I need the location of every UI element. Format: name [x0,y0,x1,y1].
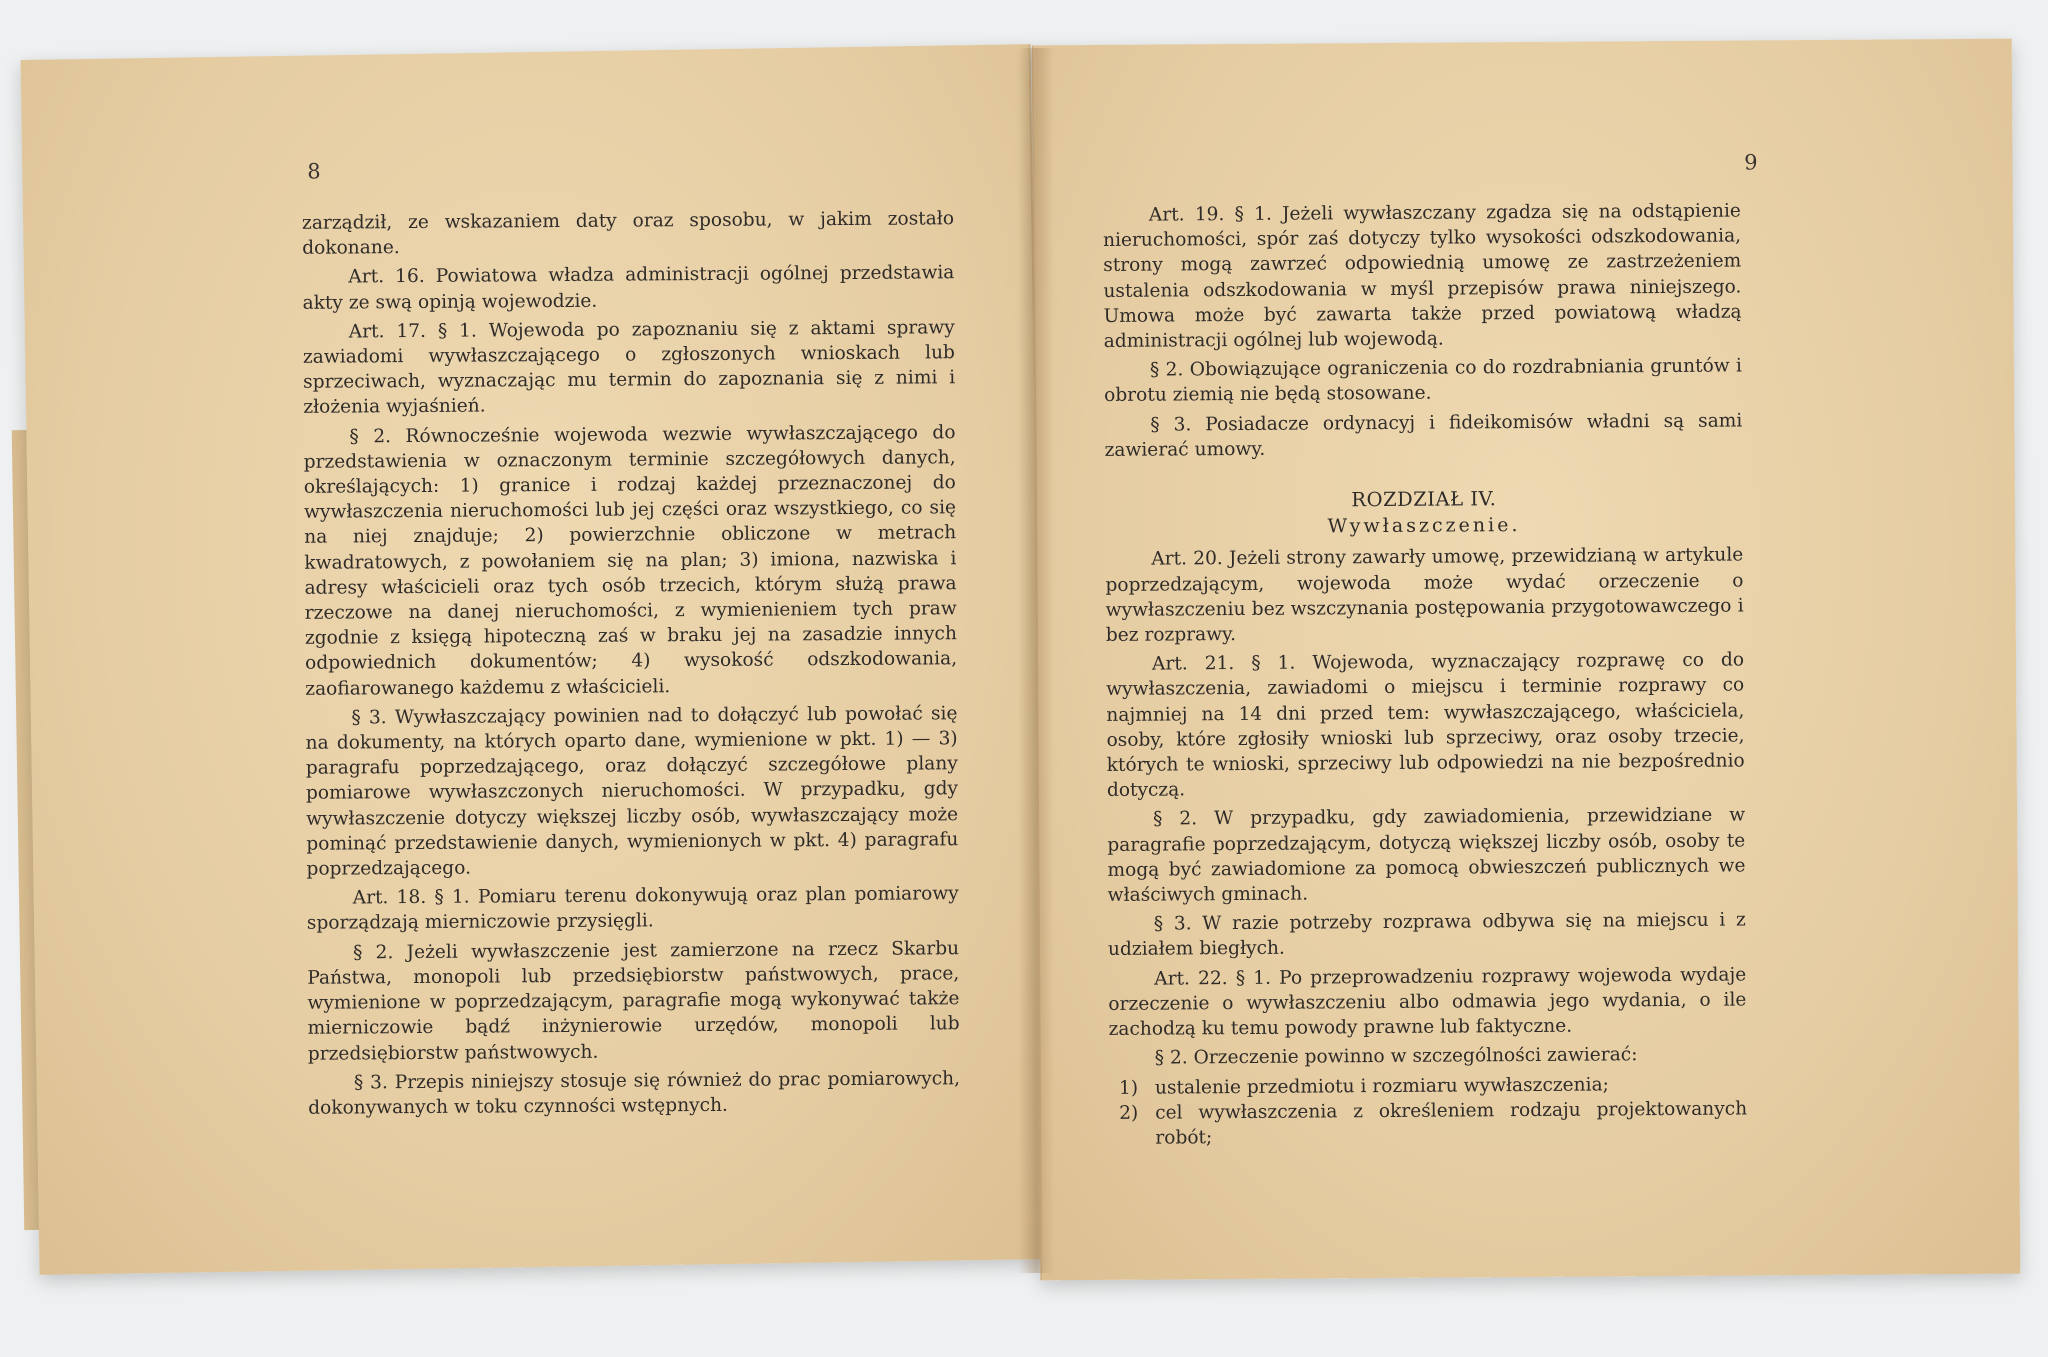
paragraph-art-19: Art. 19. § 1. Jeżeli wywłaszczany zgadza się na odstąpienie nieruchomości, spór zaś dotyczy tylko wysokości odszkodowania, strony mogą zawrzeć odpowiednią umowę ze zastrzeżeniem ustalenia odszkodowania w myśl przepisów prawa niniejszego. Umowa może być zawarta także przed powiatową władzą administracji ogólnej lub wojewodą. [1102,200,1742,352]
list-item-number: 2) [1119,1102,1139,1124]
paragraph-art-16: Art. 16. Powiatowa władza administracji ogólnej przedstawia akty ze swą opinją wojewodzie. [302,262,955,314]
list-item [1109,1096,1747,1151]
list-item-number: 1) [1118,1077,1139,1099]
paragraph: § 3. Posiadacze ordynacyj i fideikomisów władni są sami zawierać umowy. [1104,410,1743,461]
chapter-title: ROZDZIAŁ IV. [1351,487,1497,512]
list-item-text: ustalenie przedmiotu i rozmiaru wywłaszczenia; [1154,1073,1609,1099]
right-page [1032,39,2021,1281]
paragraph-art-22: Art. 22. § 1. Po przeprowadzeniu rozprawy wojewoda wydaje orzeczenie o wywłaszczeniu albo odmawia jego wydania, o ile zachodzą ku temu powody prawne lub faktyczne. [1108,964,1747,1041]
paragraph: § 3. Przepis niniejszy stosuje się również do prac pomiarowych, dokonywanych w toku czynności wstępnych. [308,1067,961,1119]
paragraph: § 2. Równocześnie wojewoda wezwie wywłaszczającego do przedstawienia w oznaczonym terminie szczegółowych danych, określających: 1) granice i rodzaj każdej przeznaczonej do wywłaszczenia nieruchomości lub jej części oraz wszystkiego, co się na niej znajduje; 2) powierzchnie obliczone w metrach kwadratowych, z powołaniem się na plan; 3) imiona, nazwiska i adresy właścicieli oraz tych osób trzecich, którym służą prawa rzeczowe na danej nieruchomości, z wymienieniem tych praw zgodnie z księgą hipoteczną zaś w braku jej na zasadzie innych odpowiednich dokumentów; 4) wysokość odszkodowania, zaofiarowanego każdemu z właścicieli. [303,421,958,700]
paragraph-art-21: Art. 21. § 1. Wojewoda, wyznaczający rozprawę co do wywłaszczenia, zawiadomi o miejscu i terminie rozprawy co najmniej na 14 dni przed tem: wywłaszczającego, właściciela, osoby, które zgłosiły wnioski lub sprzeciwy, oraz osoby trzecie, których te wnioski, sprzeciwy lub odpowiedzi na nie bezpośrednio dotyczą. [1106,649,1745,802]
paragraph: § 2. W przypadku, gdy zawiadomienia, przewidziane w paragrafie poprzedzającym, dotyczą większej liczby osób, osoby te mogą być zawiadomione za pomocą obwieszczeń publicznych we właściwych gminach. [1107,804,1746,907]
chapter-subtitle: Wywłaszczenie. [1327,514,1521,538]
paragraph: § 3. W razie potrzeby rozprawa odbywa się na miejscu i z udziałem biegłych. [1107,909,1746,961]
paragraph: § 3. Wywłaszczający powinien nad to dołączyć lub powołać się na dokumenty, na których oparto dane, wymienione w pkt. 1) — 3) paragrafu poprzedzającego, oraz dołączyć szczegółowe plany pomiarowe wywłaszczonych nieruchomości. W przypadku, gdy wywłaszczenie dotyczy większej liczby osób, wywłaszczający może pominąć przedstawienie danych, wymienionych w pkt. 4) paragrafu poprzedzającego. [305,703,959,880]
paragraph-art-20: Art. 20. Jeżeli strony zawarły umowę, przewidzianą w artykule poprzedzającym, wojewoda może wydać orzeczenie o wywłaszczeniu bez wszczynania postępowania przygotowawczego i bez rozprawy. [1105,544,1744,646]
enumerated-list [1109,1071,1748,1151]
left-page [21,44,1050,1275]
paragraph: § 2. Orzeczenie powinno w szczególności zawierać: [1154,1044,1638,1069]
paragraph-art-18: Art. 18. § 1. Pomiaru terenu dokonywują oraz plan pomiarowy sporządzają mierniczowie przysięgli. [306,883,959,935]
paragraph: § 2. Jeżeli wywłaszczenie jest zamierzone na rzecz Skarbu Państwa, monopoli lub przedsiębiorstw państwowych, prace, wymienione w poprzedzającym, paragrafie mogą wykonywać także mierniczowie bądź inżynierowie urzędów, monopoli lub przedsiębiorstw państwowych. [307,937,960,1065]
right-page-text [1103,198,1748,1151]
left-page-text [302,206,960,1125]
list-item-text: cel wywłaszczenia z określeniem rodzaju projektowanych robót; [1155,1098,1748,1149]
page-number-right: 9 [1744,150,1758,175]
paragraph: § 2. Obowiązujące ograniczenia co do rozdrabniania gruntów i obrotu ziemią nie będą stosowane. [1104,355,1743,407]
book-gutter [1018,48,1054,1273]
paragraph-art-17: Art. 17. § 1. Wojewoda po zapoznaniu się z aktami sprawy zawiadomi wywłaszczającego o zgłoszonych wnioskach lub sprzeciwach, wyznaczając mu termin do zapoznania się z nimi i złożenia wyjaśnień. [302,317,956,419]
page-number-left: 8 [307,159,321,184]
paragraph: zarządził, ze wskazaniem daty oraz sposobu, w jakim zostało dokonane. [301,208,955,259]
